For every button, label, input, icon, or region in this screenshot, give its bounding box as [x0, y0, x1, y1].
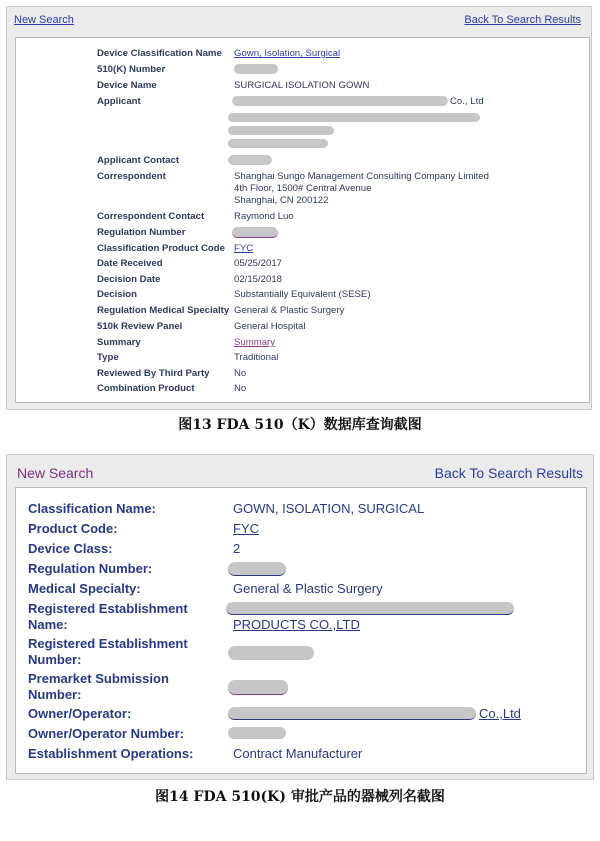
field-label: Regulation Number [97, 227, 186, 238]
field-label: Classification Name: [28, 501, 156, 516]
field-value: Contract Manufacturer [233, 746, 363, 761]
correspondent-line: Shanghai, CN 200122 [234, 195, 329, 206]
device-classification-link[interactable]: Gown, Isolation, Surgical [234, 48, 341, 59]
field-label: Device Classification Name [97, 48, 222, 59]
back-to-search-results-link[interactable]: Back To Search Results [464, 14, 581, 26]
field-value: General & Plastic Surgery [233, 581, 383, 596]
field-label: Type [97, 352, 119, 363]
field-value: GOWN, ISOLATION, SURGICAL [233, 501, 425, 516]
field-label: Device Class: [28, 541, 113, 556]
field-label: Number: [28, 652, 82, 667]
redacted-link[interactable] [228, 707, 476, 720]
field-label: Device Name [97, 80, 157, 91]
field-label: Registered Establishment [28, 636, 188, 651]
field-value: SURGICAL ISOLATION GOWN [234, 80, 370, 91]
new-search-link[interactable]: New Search [14, 14, 74, 26]
redacted-link[interactable] [228, 562, 286, 576]
redacted-address-line [228, 126, 334, 135]
field-label: Medical Specialty: [28, 581, 141, 596]
redacted-link[interactable] [226, 602, 514, 615]
field-value: 05/25/2017 [234, 258, 283, 269]
field-label: Classification Product Code [97, 243, 225, 254]
redacted-value [228, 727, 286, 739]
new-search-link[interactable]: New Search [17, 465, 94, 481]
redacted-link[interactable] [232, 227, 278, 238]
field-label: Applicant Contact [97, 155, 180, 166]
redacted-value [228, 646, 314, 660]
field-label: Premarket Submission [28, 671, 169, 686]
field-label: Decision Date [97, 274, 161, 285]
field-label: Applicant [97, 96, 141, 107]
field-label: Summary [97, 337, 141, 348]
field-label: Owner/Operator: [28, 706, 132, 721]
field-label: Date Received [97, 258, 163, 269]
field-value: General & Plastic Surgery [234, 305, 345, 316]
listing-detail-box [15, 487, 587, 774]
redacted-address-line [228, 113, 480, 122]
product-code-link[interactable]: FYC [234, 243, 254, 254]
field-value: Raymond Luo [234, 211, 294, 222]
redacted-link[interactable] [228, 680, 288, 695]
field-value: General Hospital [234, 321, 306, 332]
field-value: No [234, 383, 247, 394]
correspondent-line: Shanghai Sungo Management Consulting Company Limited [234, 171, 489, 182]
fda-device-listing-panel [6, 454, 594, 780]
field-label: Reviewed By Third Party [97, 368, 210, 379]
correspondent-line: 4th Floor, 1500# Central Avenue [234, 183, 372, 194]
field-label: Regulation Number: [28, 561, 153, 576]
field-label: Product Code: [28, 521, 118, 536]
establishment-name-link[interactable]: PRODUCTS CO.,LTD [233, 617, 360, 632]
field-value: Co., Ltd [450, 96, 484, 107]
summary-link[interactable]: Summary [234, 337, 276, 348]
field-label: Name: [28, 617, 68, 632]
redacted-value [232, 96, 448, 106]
record-detail-box [15, 37, 590, 403]
field-label: Correspondent [97, 171, 166, 182]
field-label: 510k Review Panel [97, 321, 183, 332]
field-label: Combination Product [97, 383, 195, 394]
field-value: No [234, 368, 247, 379]
field-label: Owner/Operator Number: [28, 726, 185, 741]
product-code-link[interactable]: FYC [233, 521, 259, 536]
owner-operator-link[interactable]: Co.,Ltd [479, 706, 521, 721]
field-value: Substantially Equivalent (SESE) [234, 289, 371, 300]
field-label: Decision [97, 289, 137, 300]
back-to-search-results-link[interactable]: Back To Search Results [434, 465, 583, 481]
redacted-value [234, 64, 278, 74]
field-label: Number: [28, 687, 82, 702]
field-value: Traditional [234, 352, 279, 363]
field-label: 510(K) Number [97, 64, 166, 75]
field-value: 2 [233, 541, 241, 556]
figure-caption-14: 图14 FDA 510(K) 审批产品的器械列名截图 [155, 789, 445, 805]
figure-caption-13: 图13 FDA 510（K）数据库查询截图 [178, 417, 422, 433]
field-label: Correspondent Contact [97, 211, 205, 222]
field-label: Establishment Operations: [28, 746, 194, 761]
redacted-address-line [228, 139, 328, 148]
field-label: Regulation Medical Specialty [97, 305, 230, 316]
field-value: 02/15/2018 [234, 274, 283, 285]
fda-510k-database-panel [6, 6, 592, 410]
redacted-value [228, 155, 272, 165]
field-label: Registered Establishment [28, 601, 188, 616]
